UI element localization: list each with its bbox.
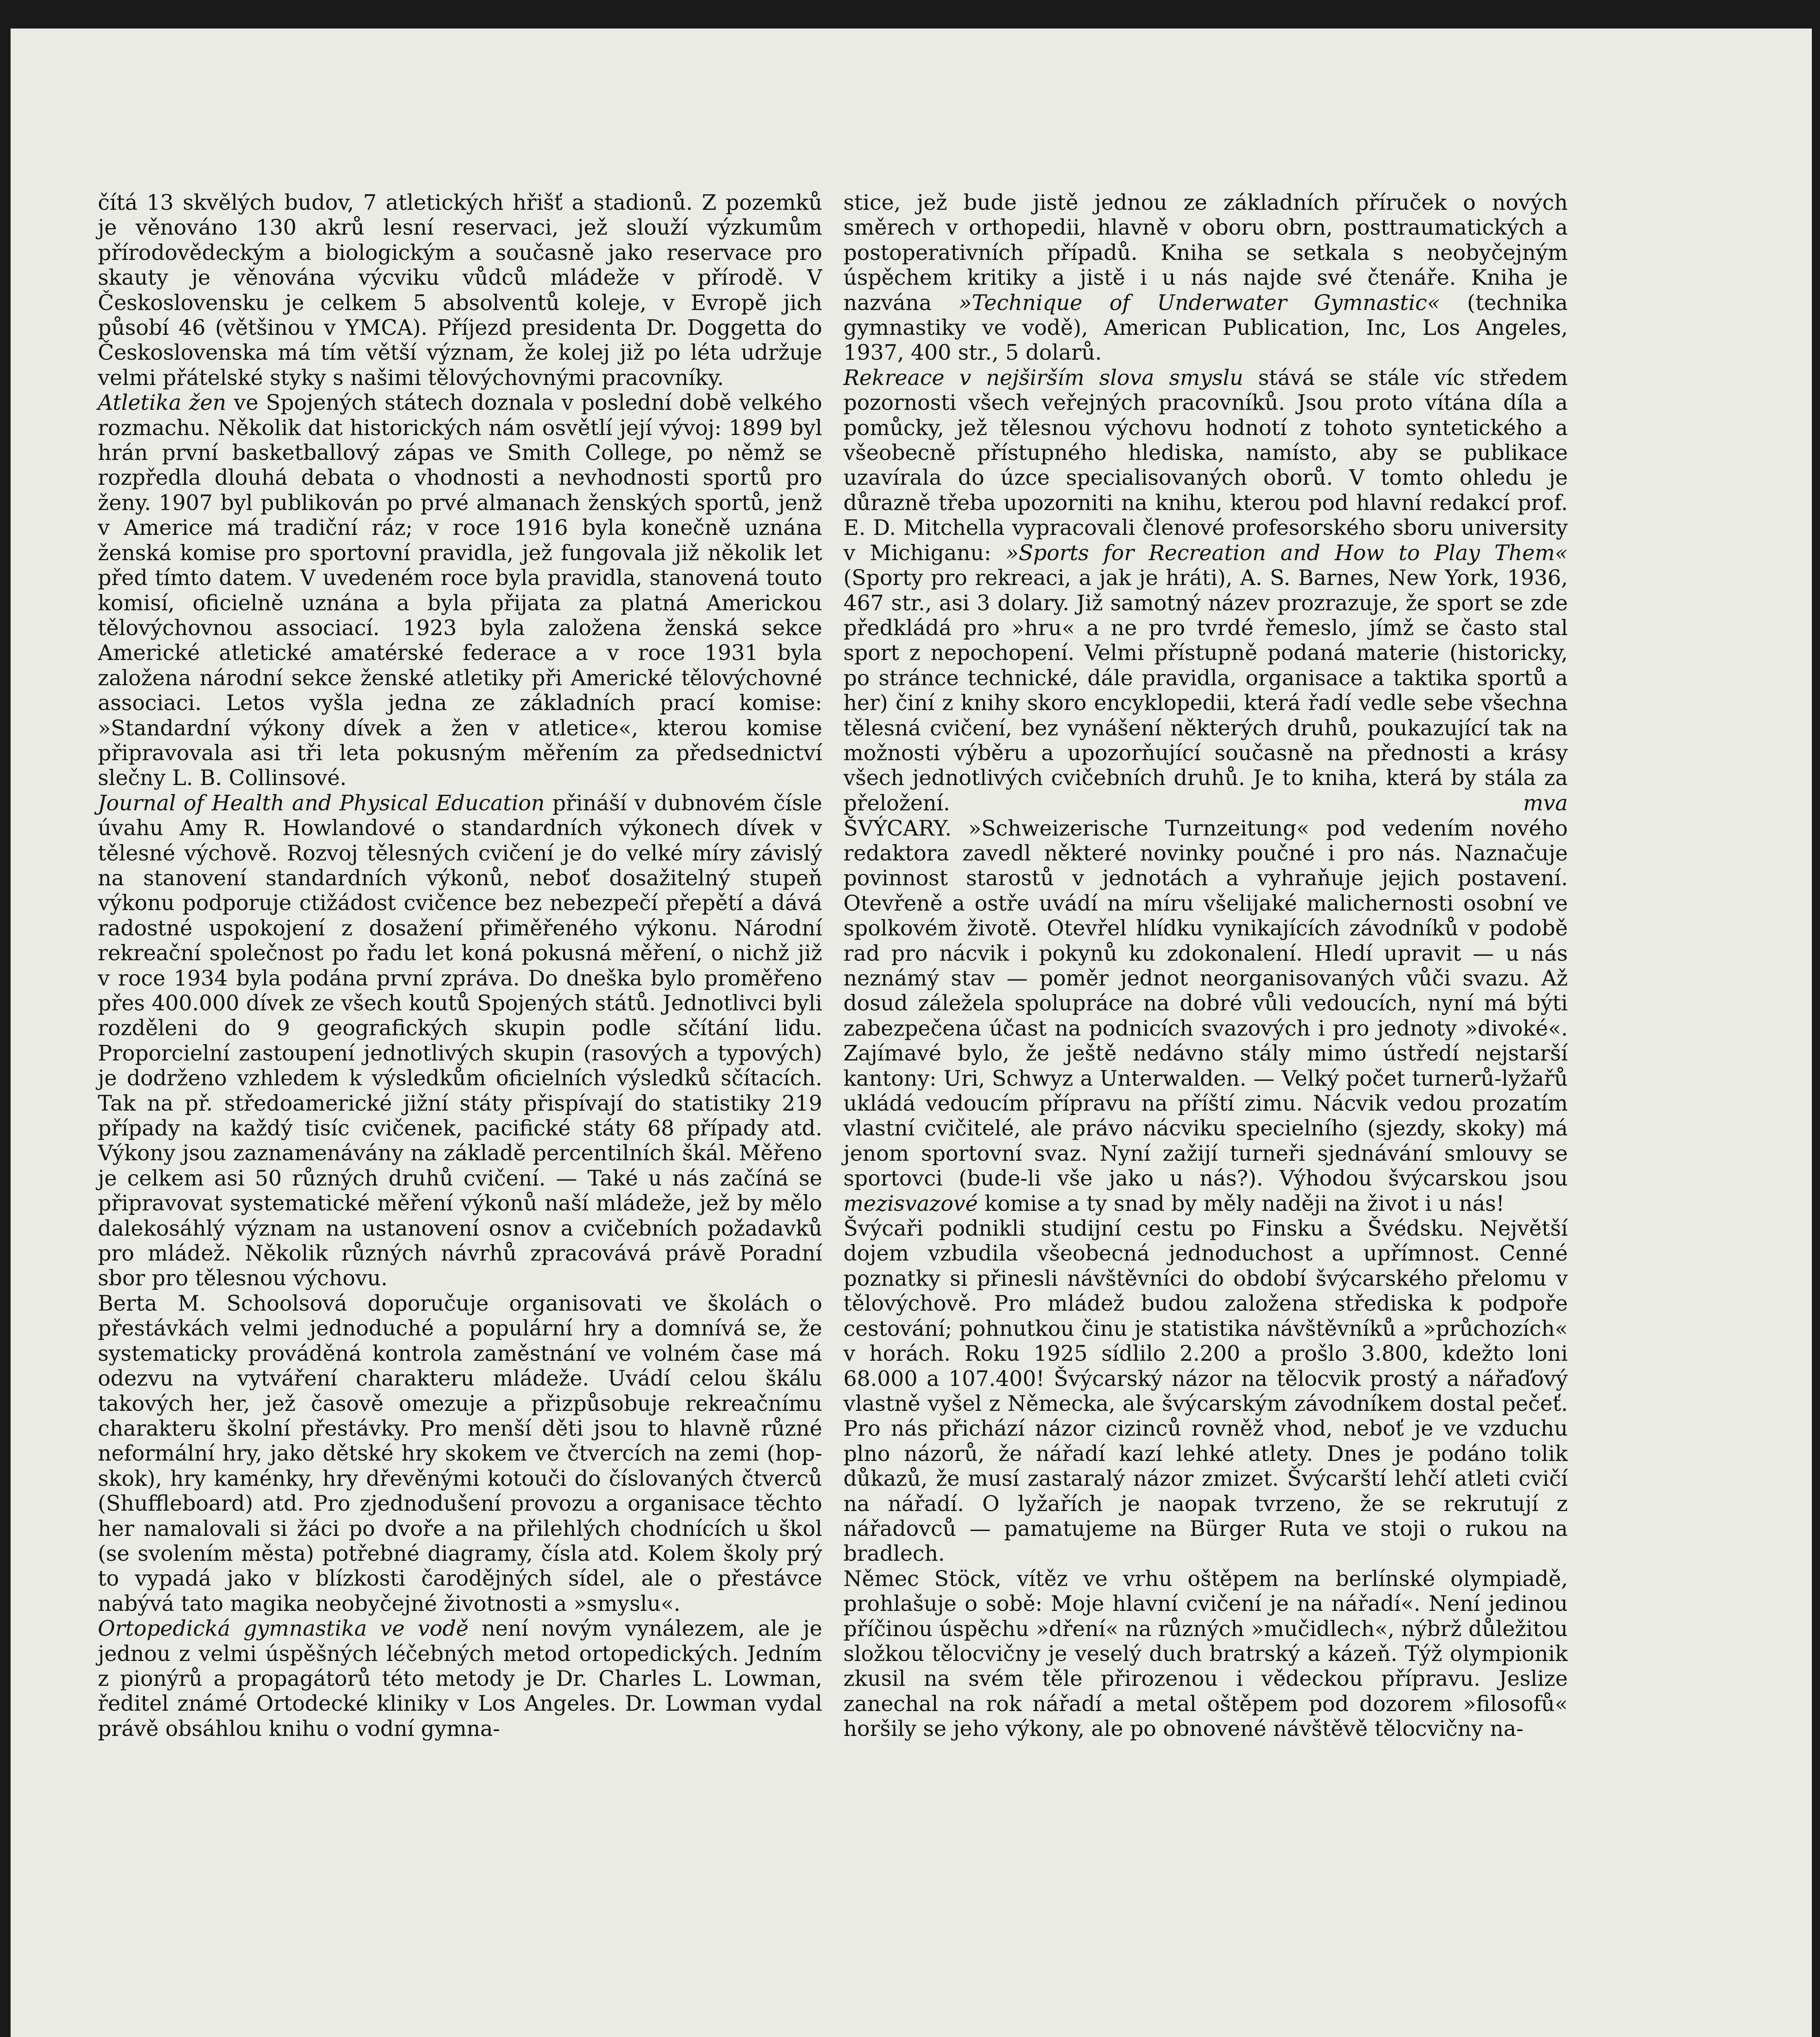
paragraph-text: stice, jež bude jistě jednou ze základních příruček o nových směrech v orthopedii, hlavně v oboru obrn, posttraumatických a postoperativních případů. Kniha se setkala s neobyčejným úspěchem kritiky a jistě i u nás najde své čtenáře. Kniha je nazvána (843, 191, 1568, 315)
paragraph-text: Berta M. Schoolsová doporučuje organisovati ve školách o přestávkách velmi jednoduché a populární hry a domnívá se, že systematicky prováděná kontrola zaměstnání ve volném čase má odezvu na vytváření charakteru mládeže. Uvádí celou škálu takových her, jež časově omezuje a přizpůsobuje rekreačnímu charakteru školní přestávky. Pro menší děti jsou to hlavně různé neformální hry, jako dětské hry skokem ve čtvercích na zemi (hop-skok), hry kaménky, hry dřevěnými kotouči do číslovaných čtverců (Shuffleboard) atd. Pro zjednodušení provozu a organisace těchto her namalovali si žáci po dvoře a na přilehlých chodnících u škol (se svolením města) potřebné diagramy, čísla atd. Kolem školy prý to vypadá jako v blízkosti čarodějných sídel, ale o přestávce nabývá tato magika neobyčejné životnosti a »smyslu«. (98, 1291, 822, 1616)
paragraph-text: Švýcaři podnikli studijní cestu po Finsku a Švédsku. Největší dojem vzbudila všeobecná jednoduchost a upřímnost. Cenné poznatky si přinesli návštěvníci do období švýcarského přelomu v tělovýchově. Pro mládež budou založena střediska k podpoře cestování; pohnutkou činu je statistika návštěvníků a »průchozích« v horách. Roku 1925 sídlilo 2.200 a prošlo 3.800, kdežto loni 68.000 a 107.400! Švýcarský názor na tělocvik prostý a nářaďový vlastně vyšel z Německa, ale švýcarským závodníkem dostal pečeť. Pro nás přichází názor cizinců rovněž vhod, neboť je ve vzduchu plno názorů, že nářadí kazí lehké atlety. Dnes je podáno tolik důkazů, že musí zastaralý názor zmizet. Švýcarští lehčí atleti cvičí na nářadí. O lyžařích je naopak tvrzeno, že se rekrutují z nářadovců — pamatujeme na Bürger Ruta ve stoji o rukou na bradlech. (843, 1216, 1568, 1566)
topic-heading: Journal of Health and Physical Education (98, 791, 545, 816)
paragraph-womens-athletics (98, 391, 822, 791)
paragraph-stock (843, 1567, 1568, 1742)
left-column (98, 191, 822, 1742)
paragraph-text: stává se stále víc středem pozornosti všech veřejných pracovníků. Jsou proto vítána díla a pomůcky, jež tělesnou výchovu hodnotí z tohoto syntetického a všeobecně přístupného hlediska, namísto, aby se publikace uzavírala do úzce specialisovaných oborů. V tomto ohledu je důrazně třeba upozorniti na knihu, kterou pod hlavní redakcí prof. E. D. Mitchella vypracovali členové profesorského sboru university v Michiganu: (843, 365, 1568, 565)
paragraph-book-underwater (843, 191, 1568, 366)
paragraph-college (98, 191, 822, 391)
paragraph-text: (Sporty pro rekreaci, a jak je hráti), A. S. Barnes, New York, 1936, 467 str., asi 3 dolary. Již samotný název prozrazuje, že sport se zde předkládá pro »hru« a ne pro tvrdé řemeslo, jímž se často stal sport z nepochopení. Velmi přístupně podaná materie (historicky, po stránce technické, dále pravidla, organisace a taktika sportů a her) činí z knihy skoro encyklopedii, která řadí vedle sebe všechna tělesná cvičení, bez vynášení některých druhů, poukazující tak na možnosti výběru a upozorňující současně na přednosti a krásy všech jednotlivých cvičebních druhů. Je to kniha, která by stála za přeložení. (843, 566, 1568, 816)
paragraph-swiss-trip (843, 1216, 1568, 1567)
paragraph-text: ŠVÝCARY. »Schweizerische Turnzeitung« pod vedením nového redaktora zavedl některé novinky poučné i pro nás. Naznačuje povinnost starostů v jednotách a vyhraňuje jejich postavení. Otevřeně a ostře uvádí na míru všelijaké malichernosti osobní ve spolkovém životě. Otevřel hlídku vynikajících závodníků v podobě rad pro nácvik i pokynů ku zdokonalení. Hledí upravit — u nás neznámý stav — poměr jednot neorganisovaných vůči svazu. Až dosud záležela spolupráce na dobré vůli vedoucích, nyní má býti zabezpečena účast na podnicích svazových i pro jednoty »divoké«. Zajímavé bylo, že ještě nedávno stály mimo ústředí nejstarší kantony: Uri, Schwyz a Unterwalden. — Velký počet turnerů-lyžařů ukládá vedoucím přípravu na příští zimu. Nácvik vedou prozatím vlastní cvičitelé, ale právo nácviku specielního (sjezdy, skoky) má jenom sportovní svaz. Nyní zažijí turneři sjednávání smlouvy se sportovci (bude-li vše jako u nás?). Výhodou švýcarskou jsou (843, 816, 1568, 1191)
paragraph-text: ve Spojených státech doznala v poslední době velkého rozmachu. Několik dat historických nám osvětlí její vývoj: 1899 byl hrán první basketballový zápas ve Smith College, po němž se rozpředla dlouhá debata o vhodnosti a nevhodnosti sportů pro ženy. 1907 byl publikován po prvé almanach ženských sportů, jenž v Americe má tradiční ráz; v roce 1916 byla konečně uznána ženská komise pro sportovní pravidla, jež fungovala již několik let před tímto datem. V uvedeném roce byla pravidla, stanovená touto komisí, oficielně uznána a byla přijata za platná Americkou tělovýchovnou associací. 1923 byla založena ženská sekce Americké atletické amatérské federace a v roce 1931 byla založena národní sekce ženské atletiky při Americké tělovýchovné associaci. Letos vyšla jedna ze základních prací komise: »Standardní výkony dívek a žen v atletice«, kterou komise připravovala asi tři leta pokusným měřením za předsednictví slečny L. B. Collinsové. (98, 391, 822, 791)
paragraph-school-games (98, 1291, 822, 1617)
right-column (843, 191, 1568, 1742)
paragraph-text: čítá 13 skvělých budov, 7 atletických hřišť a stadionů. Z pozemků je věnováno 130 akrů lesní reservaci, jež slouží výzkumům přírodovědeckým a biologickým a současně jako reservace pro skauty je věnována výcviku vůdců mládeže v přírodě. V Československu je celkem 5 absolventů koleje, v Evropě jich působí 46 (většinou v YMCA). Příjezd presidenta Dr. Doggetta do Československa má tím větší význam, že kolej již po léta udržuje velmi přátelské styky s našimi tělovýchovnými pracovníky. (98, 191, 822, 390)
topic-heading: Atletika žen (98, 391, 227, 416)
topic-heading: Rekreace v nejširším slova smyslu (843, 365, 1243, 390)
paragraph-recreation (843, 366, 1568, 816)
book-title: »Technique of Underwater Gymnastic« (959, 290, 1440, 315)
paragraph-text: (technika gymnastiky ve vodě), American Publication, Inc, Los Angeles, 1937, 400 str., 5 dolarů. (843, 290, 1568, 365)
emphasis-word: mezisvazové (843, 1191, 978, 1216)
paragraph-text: přináší v dubnovém čísle úvahu Amy R. Howlandové o standardních výkonech dívek v tělesné výchově. Rozvoj tělesných cvičení je do velké míry závislý na stanovení standardních výkonů, neboť dosažitelný stupeň výkonu podporuje ctižádost cvičence bez nebezpečí přepětí a dává radostné uspokojení z dosažení přiměřeného výkonu. Národní rekreační společnost po řadu let koná pokusná měření, o nichž již v roce 1934 byla podána první zpráva. Do dneška bylo proměřeno přes 400.000 dívek ze všech koutů Spojených států. Jednotlivci byli rozděleni do 9 geografických skupin podle sčítání lidu. Proporcielní zastoupení jednotlivých skupin (rasových a typových) je dodrženo vzhledem k výsledkům oficielních výsledků sčítacích. Tak na př. středoamerické jižní státy přispívají do statistiky 219 případy na každý tisíc cvičenek, pacifické státy 68 případy atd. Výkony jsou zaznamenávány na základě percentilních škál. Měřeno je celkem asi 50 různých druhů cvičení. — Také u nás začíná se připravovat systematické měření výkonů naší mládeže, jež by mělo dalekosáhlý význam na ustanovení osnov a cvičebních požadavků pro mládež. Několik různých návrhů zpracovává právě Poradní sbor pro tělesnou výchovu. (98, 791, 822, 1291)
paragraph-water-gymnastics (98, 1617, 822, 1742)
author-signature: mva (1523, 791, 1568, 816)
paragraph-journal (98, 791, 822, 1291)
book-title: »Sports for Recreation and How to Play Them« (1006, 541, 1568, 565)
paragraph-text: Němec Stöck, vítěz ve vrhu oštěpem na berlínské olympiadě, prohlašuje o sobě: Moje hlavní cvičení je na nářadí«. Není jedinou příčinou úspěchu »dření« na různých »mučidlech«, nýbrž důležitou složkou tělocvičny je veselý duch bratrský a kázeň. Týž olympionik zkusil na svém těle přirozenou i vědeckou přípravu. Jeslize zanechal na rok nářadí a metal oštěpem pod dozorem »filosofů« horšily se jeho výkony, ale po obnovené návštěvě tělocvičny na- (843, 1566, 1568, 1742)
topic-heading: Ortopedická gymnastika ve vodě (98, 1617, 469, 1641)
paragraph-text: není novým vynálezem, ale je jednou z velmi úspěšných léčebných metod ortopedických. Jedním z pionýrů a propagátorů této metody je Dr. Charles L. Lowman, ředitel známé Ortodecké kliniky v Los Angeles. Dr. Lowman vydal právě obsáhlou knihu o vodní gymna- (98, 1617, 822, 1741)
paragraph-switzerland (843, 816, 1568, 1217)
paragraph-text: komise a ty snad by měly naději na život i u nás! (978, 1191, 1505, 1216)
